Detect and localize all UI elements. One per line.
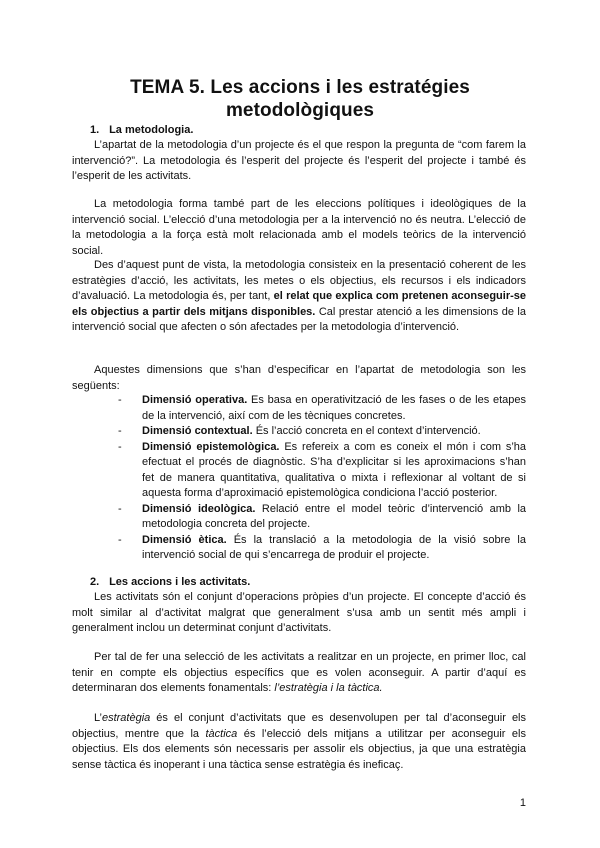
section2-paragraph-3	[72, 711, 526, 773]
section1-paragraph-1	[72, 138, 526, 185]
list-item	[118, 393, 526, 424]
list-item	[118, 424, 526, 440]
dimension-text: És l’acció concreta en el context d’intervenció.	[252, 425, 481, 437]
paragraph-bold-text: el relat que explica com pretenen aconseguir-se els objectius a partir dels mitjans disponibles.	[72, 290, 526, 318]
paragraph-text	[72, 650, 526, 697]
paragraph-text: Aquestes dimensions que s’han d’especificar en l’apartat de metodologia son les següents:	[72, 364, 526, 392]
section2-paragraph-1	[72, 590, 526, 637]
section1-heading-text: La metodologia.	[109, 124, 194, 136]
dimension-name: Dimensió ideològica.	[142, 502, 256, 515]
section2-number: 2.	[90, 576, 100, 588]
dimension-name: Dimensió ètica.	[142, 533, 227, 546]
section2-heading	[90, 575, 250, 591]
dimension-name: Dimensió operativa.	[142, 394, 248, 406]
section1-paragraph-3	[72, 258, 526, 336]
list-dash: -	[118, 394, 122, 406]
paragraph-text-part: L’	[94, 712, 102, 724]
dimension-text: Relació entre el model teòric d’intervenció amb la metodologia concreta del projecte.	[142, 502, 527, 530]
list-item	[118, 440, 527, 502]
paragraph-italic-text: estratègia	[101, 712, 151, 724]
paragraph-text-part: Per tal de fer una selecció de les activitats a realitzar en un projecte, en primer lloc, cal tenir en compte els objectius específics que es volen aconseguir. A partir d’aquí es determinaran dos elements fonamentals:	[72, 651, 526, 694]
paragraph-text-part: és el conjunt d’activitats que es desenvolupen per tal d’aconseguir els objectius, mentre que la	[72, 712, 526, 740]
paragraph-italic-text: l’estratègia i la tàctica.	[274, 682, 383, 694]
dimension-name: Dimensió epistemològica.	[142, 440, 280, 453]
dimension-text: Es refereix a com es coneix el món i com s’ha efectuat el procés de diagnòstic. S’ha d’explicitar si les aproximacions s’han fet de manera quantitativa, qualitativa o mixta i reflexionar al voltant de si aquesta forma d’aproximació epistemològica condiciona l’acció posterior.	[142, 440, 527, 499]
page-number: 1	[519, 797, 526, 809]
list-dash: -	[118, 440, 122, 453]
paragraph-text: La metodologia forma també part de les eleccions polítiques i ideològiques de la intervenció social. L’elecció d’una metodologia per a la intervenció no és neutra. L’elecció de la metodologia a la força està molt relacionada amb el models teòrics de la intervenció social.	[72, 198, 526, 257]
section1-paragraph-4	[72, 363, 526, 394]
paragraph-text	[72, 258, 526, 336]
paragraph-text-part: Cal prestar atenció a les dimensions de la intervenció social que afecten o són afectades per la metodologia d’intervenció.	[72, 305, 526, 333]
list-dash: -	[118, 425, 122, 437]
paragraph-text-part: Des d’aquest punt de vista, la metodologia consisteix en la presentació coherent de les estratègies d’acció, les activitats, les metes o els objectius, els recursos i els indicadors d’avaluació. La metodologia és, per tant,	[72, 259, 526, 302]
paragraph-italic-text: tàctica	[205, 727, 238, 740]
dimension-text: Es basa en operativització de les fases o de les etapes de la intervenció, així com de les tècniques concretes.	[142, 394, 526, 422]
dimension-name: Dimensió contextual.	[142, 425, 253, 437]
list-item	[118, 533, 526, 564]
section1-heading	[90, 123, 193, 139]
section1-paragraph-2	[72, 197, 526, 259]
paragraph-text	[72, 711, 526, 773]
page-title-line1: TEMA 5. Les accions i les estratégies	[130, 77, 470, 98]
list-dash: -	[118, 533, 122, 546]
dimensions-list	[118, 393, 527, 564]
paragraph-text-part: és l’elecció dels mitjans a utilitzar per aconseguir els objectius. Els dos elements són necessaris per assolir els objectius, ja que una estratègia sense tàctica és inoperant i una tàctica sense estratègia és ineficaç.	[72, 727, 526, 771]
list-item	[118, 502, 527, 533]
section2-heading-text: Les accions i les activitats.	[109, 576, 251, 588]
section2-paragraph-2	[72, 650, 526, 697]
list-dash: -	[118, 502, 122, 515]
dimension-text: És la translació a la metodologia de la visió sobre la intervenció social de qui s’encarrega de produir el projecte.	[142, 533, 526, 561]
page-title-line2: metodològiques	[225, 100, 375, 121]
paragraph-text: Les activitats són el conjunt d’operacions pròpies d’un projecte. El concepte d’acció és molt similar al d’activitat malgrat que generalment s’usa amb un sentit més ampli i generalment inclou un determinat conjunt d’activitats.	[72, 591, 526, 634]
paragraph-text: L’apartat de la metodologia d’un projecte és el que respon la pregunta de “com farem la intervenció?”. La metodologia és l’esperit del projecte és l’esperit del projecte i també és l’esperit de les activitats.	[72, 139, 526, 182]
section1-number: 1.	[90, 124, 100, 136]
